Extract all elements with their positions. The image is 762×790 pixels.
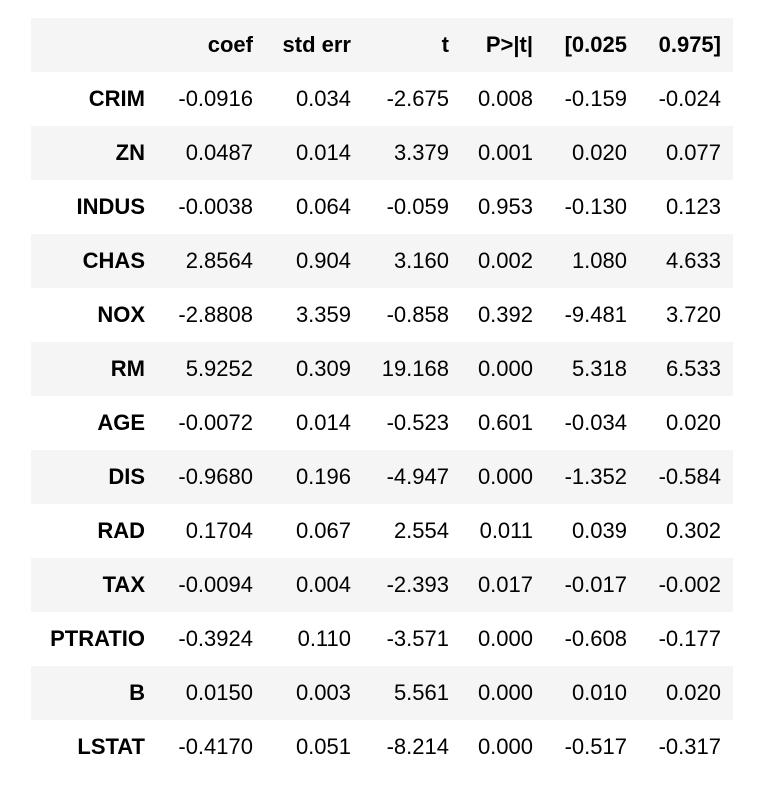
row-label: RAD (97, 518, 145, 543)
ci-upper-cell: 0.020 (665, 680, 721, 705)
column-header-ci-lower: [0.025 (564, 32, 627, 57)
table-row (31, 72, 733, 126)
std-err-cell: 3.359 (295, 302, 351, 327)
ci-lower-cell: -0.159 (564, 86, 627, 111)
coef-cell: -0.9680 (178, 464, 253, 489)
p-value-cell: 0.002 (477, 248, 533, 273)
row-label: CRIM (88, 86, 145, 111)
p-value-cell: 0.001 (477, 140, 533, 165)
row-label: DIS (108, 464, 145, 489)
std-err-cell: 0.051 (295, 734, 351, 759)
row-label: B (129, 680, 145, 705)
row-label: PTRATIO (50, 626, 145, 651)
ci-lower-cell: -0.517 (564, 734, 627, 759)
table-row (31, 612, 733, 666)
std-err-cell: 0.067 (295, 518, 351, 543)
std-err-cell: 0.110 (297, 626, 351, 651)
coef-cell: -2.8808 (178, 302, 253, 327)
table-body (31, 72, 733, 774)
column-header-coef: coef (207, 32, 253, 57)
std-err-cell: 0.904 (295, 248, 351, 273)
table-row (31, 450, 733, 504)
ci-upper-cell: -0.317 (658, 734, 721, 759)
coef-cell: -0.3924 (178, 626, 253, 651)
p-value-cell: 0.392 (477, 302, 533, 327)
t-cell: 3.379 (393, 140, 449, 165)
coef-cell: -0.0094 (178, 572, 253, 597)
t-cell: -3.571 (386, 626, 449, 651)
table-row (31, 666, 733, 720)
t-cell: 5.561 (393, 680, 449, 705)
ci-lower-cell: -0.130 (564, 194, 627, 219)
table-row (31, 504, 733, 558)
column-header-t: t (441, 32, 449, 57)
coef-cell: -0.0916 (178, 86, 253, 111)
p-value-cell: 0.601 (477, 410, 533, 435)
ci-lower-cell: -0.034 (564, 410, 627, 435)
p-value-cell: 0.000 (477, 626, 533, 651)
p-value-cell: 0.017 (477, 572, 533, 597)
std-err-cell: 0.064 (295, 194, 351, 219)
index-header (31, 18, 157, 72)
table-row (31, 720, 733, 774)
table-row (31, 234, 733, 288)
row-label: ZN (115, 140, 145, 165)
row-label: AGE (97, 410, 145, 435)
coef-cell: -0.0038 (178, 194, 253, 219)
regression-table-container (31, 18, 733, 774)
ci-upper-cell: 4.633 (665, 248, 721, 273)
ci-upper-cell: -0.024 (658, 86, 721, 111)
p-value-cell: 0.953 (477, 194, 533, 219)
t-cell: -2.675 (386, 86, 449, 111)
std-err-cell: 0.014 (295, 410, 351, 435)
table-row (31, 288, 733, 342)
t-cell: 19.168 (381, 356, 449, 381)
ci-upper-cell: 0.077 (665, 140, 721, 165)
t-cell: -0.858 (386, 302, 449, 327)
coef-cell: 0.1704 (185, 518, 253, 543)
coef-cell: 2.8564 (185, 248, 253, 273)
table-row (31, 126, 733, 180)
ci-upper-cell: 0.123 (665, 194, 721, 219)
ci-lower-cell: 1.080 (571, 248, 627, 273)
ci-lower-cell: 5.318 (571, 356, 627, 381)
coef-cell: -0.4170 (178, 734, 253, 759)
row-label: NOX (97, 302, 145, 327)
coef-cell: 0.0150 (185, 680, 253, 705)
row-label: TAX (102, 572, 145, 597)
row-label: INDUS (76, 194, 145, 219)
std-err-cell: 0.014 (295, 140, 351, 165)
ci-upper-cell: -0.177 (658, 626, 721, 651)
coef-cell: -0.0072 (178, 410, 253, 435)
p-value-cell: 0.008 (477, 86, 533, 111)
t-cell: -8.214 (386, 734, 449, 759)
p-value-cell: 0.011 (479, 518, 533, 543)
t-cell: -4.947 (386, 464, 449, 489)
table-row (31, 180, 733, 234)
std-err-cell: 0.309 (295, 356, 351, 381)
table-row (31, 558, 733, 612)
ci-lower-cell: 0.020 (571, 140, 627, 165)
p-value-cell: 0.000 (477, 356, 533, 381)
p-value-cell: 0.000 (477, 464, 533, 489)
ci-upper-cell: -0.584 (658, 464, 721, 489)
column-header-std-err: std err (282, 32, 351, 57)
row-label: CHAS (82, 248, 145, 273)
ci-lower-cell: -0.017 (564, 572, 627, 597)
ci-upper-cell: 3.720 (665, 302, 721, 327)
std-err-cell: 0.034 (295, 86, 351, 111)
row-label: RM (110, 356, 145, 381)
ci-lower-cell: 0.039 (571, 518, 627, 543)
t-cell: -0.059 (386, 194, 449, 219)
std-err-cell: 0.003 (295, 680, 351, 705)
ci-upper-cell: 0.020 (665, 410, 721, 435)
ci-lower-cell: -1.352 (564, 464, 627, 489)
header-row (31, 18, 733, 72)
ci-upper-cell: 6.533 (665, 356, 721, 381)
column-header-p-value: P>|t| (485, 32, 533, 57)
table-row (31, 342, 733, 396)
coef-cell: 0.0487 (185, 140, 253, 165)
ci-lower-cell: -9.481 (564, 302, 627, 327)
t-cell: -0.523 (386, 410, 449, 435)
column-header-ci-upper: 0.975] (658, 32, 721, 57)
coef-cell: 5.9252 (185, 356, 253, 381)
t-cell: 2.554 (393, 518, 449, 543)
ci-lower-cell: 0.010 (571, 680, 627, 705)
ci-upper-cell: -0.002 (658, 572, 721, 597)
row-label: LSTAT (77, 734, 145, 759)
t-cell: 3.160 (393, 248, 449, 273)
regression-coefficients-table (31, 18, 733, 774)
p-value-cell: 0.000 (477, 680, 533, 705)
p-value-cell: 0.000 (477, 734, 533, 759)
table-row (31, 396, 733, 450)
std-err-cell: 0.004 (295, 572, 351, 597)
ci-lower-cell: -0.608 (564, 626, 627, 651)
t-cell: -2.393 (386, 572, 449, 597)
std-err-cell: 0.196 (295, 464, 351, 489)
ci-upper-cell: 0.302 (665, 518, 721, 543)
